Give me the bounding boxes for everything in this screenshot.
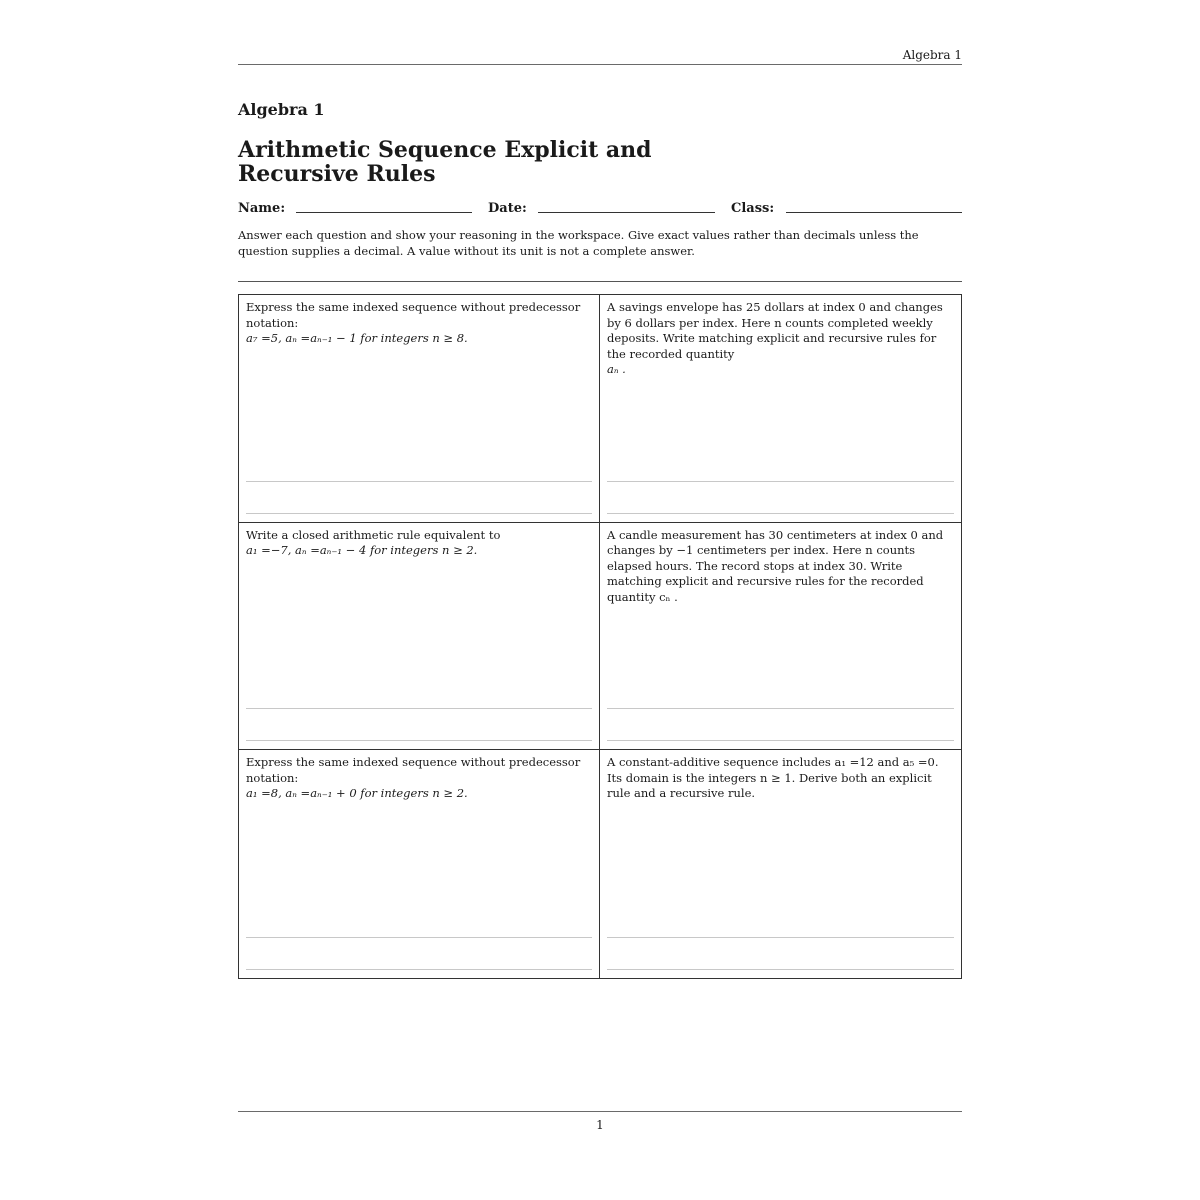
answer-line[interactable]	[607, 513, 954, 514]
question-3	[239, 523, 600, 751]
question-2-text: A savings envelope has 25 dollars at index 0 and changes by 6 dollars per index. Here n counts completed weekly deposits. Write matching explicit and recursive rules for the recorded quantity	[607, 300, 943, 361]
question-2	[600, 295, 961, 523]
question-4	[600, 523, 961, 751]
running-header-title: Algebra 1	[902, 48, 962, 62]
question-1-text: Express the same indexed sequence without predecessor notation:	[246, 300, 581, 330]
date-label: Date:	[488, 201, 527, 216]
question-4-text: A candle measurement has 30 centimeters at index 0 and changes by −1 centimeters per index. Here n counts elapsed hours. The record stops at index 30. Write matching explicit and recursive rules for the recorded quantity cₙ .	[607, 527, 944, 604]
answer-line[interactable]	[607, 481, 954, 482]
answer-line[interactable]	[246, 513, 592, 514]
answer-line[interactable]	[246, 969, 592, 970]
answer-line[interactable]	[607, 708, 954, 709]
answer-line[interactable]	[246, 708, 592, 709]
course-name: Algebra 1	[238, 100, 325, 119]
answer-line[interactable]	[246, 740, 592, 741]
name-blank[interactable]	[296, 212, 472, 213]
answer-line[interactable]	[607, 937, 954, 938]
answer-line[interactable]	[246, 937, 592, 938]
question-5-text: Express the same indexed sequence without predecessor notation:	[246, 755, 581, 785]
section-divider	[238, 281, 962, 282]
class-label: Class:	[731, 201, 775, 216]
worksheet-title: Arithmetic Sequence Explicit and Recursive Rules	[238, 137, 652, 187]
answer-line[interactable]	[246, 481, 592, 482]
date-field	[488, 201, 715, 223]
answer-line[interactable]	[607, 740, 954, 741]
question-1-math: a₇ =5, aₙ =aₙ₋₁ − 1 for integers n ≥ 8.	[246, 331, 468, 345]
answer-line[interactable]	[607, 969, 954, 970]
footer-divider	[238, 1111, 962, 1112]
instructions: Answer each question and show your reasoning in the workspace. Give exact values rather than decimals unless the question supplies a decimal. A value without its unit is not a complete answer.	[238, 228, 919, 258]
question-6	[600, 750, 961, 978]
class-blank[interactable]	[786, 212, 962, 213]
question-3-math: a₁ =−7, aₙ =aₙ₋₁ − 4 for integers n ≥ 2.	[246, 543, 478, 558]
question-1	[239, 295, 600, 523]
page-number: 1	[596, 1118, 604, 1132]
question-5-math: a₁ =8, aₙ =aₙ₋₁ + 0 for integers n ≥ 2.	[246, 786, 468, 801]
date-blank[interactable]	[538, 212, 715, 213]
running-header	[238, 48, 962, 65]
name-field	[238, 201, 472, 223]
question-5	[239, 750, 600, 978]
question-6-text: A constant-additive sequence includes a₁ =12 and a₅ =0. Its domain is the integers n ≥ 1. Derive both an explicit rule and a recursive rule.	[607, 755, 939, 801]
class-field	[731, 201, 962, 223]
name-label: Name:	[238, 201, 286, 216]
question-grid	[238, 294, 962, 979]
question-3-text: Write a closed arithmetic rule equivalent to	[246, 527, 501, 542]
question-2-math: aₙ .	[607, 362, 626, 376]
student-info-fields	[238, 201, 962, 223]
